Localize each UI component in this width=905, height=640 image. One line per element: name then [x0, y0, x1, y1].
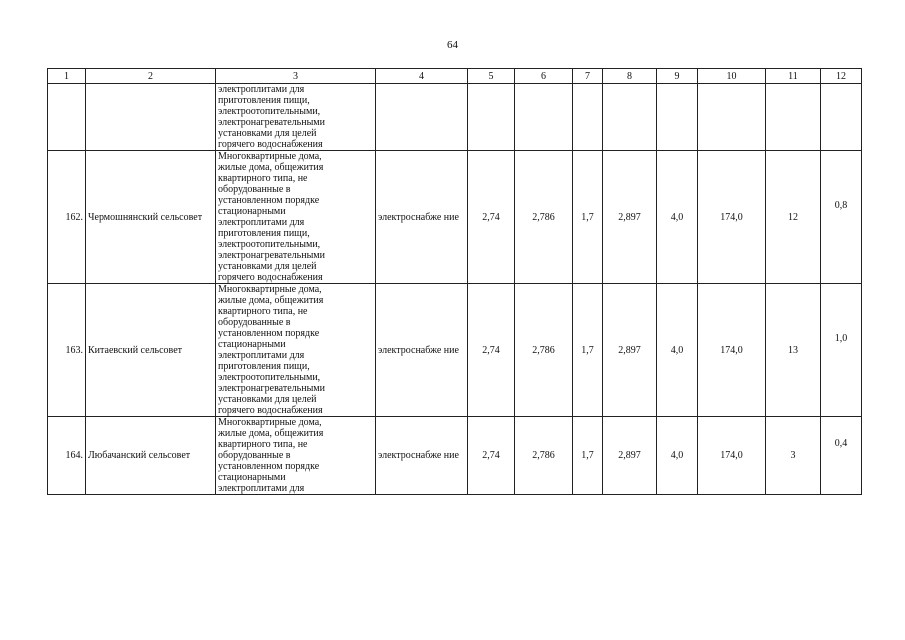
row-number: 162. — [48, 151, 86, 284]
header-cell: 12 — [821, 69, 862, 84]
description-cell: Многоквартирные дома, жилые дома, общежития квартирного типа, не оборудованные в установленном порядке стационарными электроплитами для приготовления пищи, электроотопительными, электронагревательными установками для целей горячего водоснабжения — [216, 151, 376, 284]
header-row — [48, 69, 862, 84]
description-cell: Многоквартирные дома, жилые дома, общежития квартирного типа, не оборудованные в установленном порядке стационарными электроплитами для — [216, 417, 376, 495]
table-row — [48, 417, 862, 495]
value-cell: 174,0 — [698, 417, 766, 495]
value-cell: 2,897 — [603, 417, 657, 495]
municipality-name: Любачанский сельсовет — [86, 417, 216, 495]
value-cell: 12 — [766, 151, 821, 284]
value-cell: 2,74 — [468, 151, 515, 284]
header-cell: 2 — [86, 69, 216, 84]
value-cell: 174,0 — [698, 284, 766, 417]
page-number: 64 — [447, 39, 458, 51]
value-cell: 4,0 — [657, 151, 698, 284]
description-cell: электроплитами для приготовления пищи, электроотопительными, электронагревательными установками для целей горячего водоснабжения — [216, 84, 376, 151]
service-type: электроснабже ние — [376, 417, 468, 495]
row-number: 163. — [48, 284, 86, 417]
header-cell: 9 — [657, 69, 698, 84]
continuation-row — [48, 84, 862, 151]
row-number: 164. — [48, 417, 86, 495]
tariff-table — [47, 68, 862, 495]
header-cell: 11 — [766, 69, 821, 84]
header-cell: 10 — [698, 69, 766, 84]
service-type: электроснабже ние — [376, 284, 468, 417]
header-cell: 6 — [515, 69, 573, 84]
value-cell: 2,74 — [468, 417, 515, 495]
value-cell: 0,8 — [821, 151, 862, 284]
header-cell: 1 — [48, 69, 86, 84]
value-cell: 2,786 — [515, 417, 573, 495]
value-cell: 1,7 — [573, 417, 603, 495]
value-cell: 1,7 — [573, 284, 603, 417]
value-cell: 1,7 — [573, 151, 603, 284]
value-cell: 2,786 — [515, 151, 573, 284]
value-cell: 2,897 — [603, 151, 657, 284]
value-cell: 4,0 — [657, 284, 698, 417]
value-cell: 0,4 — [821, 417, 862, 495]
table-row — [48, 284, 862, 417]
municipality-name: Чермошнянский сельсовет — [86, 151, 216, 284]
municipality-name: Китаевский сельсовет — [86, 284, 216, 417]
header-cell: 3 — [216, 69, 376, 84]
value-cell: 3 — [766, 417, 821, 495]
value-cell: 4,0 — [657, 417, 698, 495]
value-cell: 174,0 — [698, 151, 766, 284]
header-cell: 7 — [573, 69, 603, 84]
value-cell: 2,897 — [603, 284, 657, 417]
table-row — [48, 151, 862, 284]
description-cell: Многоквартирные дома, жилые дома, общежития квартирного типа, не оборудованные в установленном порядке стационарными электроплитами для приготовления пищи, электроотопительными, электронагревательными установками для целей горячего водоснабжения — [216, 284, 376, 417]
value-cell: 2,786 — [515, 284, 573, 417]
header-cell: 5 — [468, 69, 515, 84]
header-cell: 8 — [603, 69, 657, 84]
service-type: электроснабже ние — [376, 151, 468, 284]
header-cell: 4 — [376, 69, 468, 84]
value-cell: 13 — [766, 284, 821, 417]
value-cell: 2,74 — [468, 284, 515, 417]
value-cell: 1,0 — [821, 284, 862, 417]
